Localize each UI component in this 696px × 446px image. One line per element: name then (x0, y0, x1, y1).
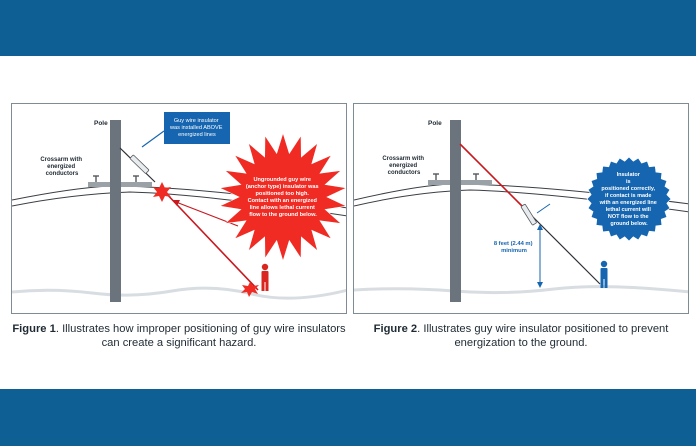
bottom-banner (0, 389, 696, 446)
figure-1-diagram (12, 104, 347, 314)
figure-2-caption (353, 322, 689, 350)
caption-text: . Illustrates guy wire insulator positioned to prevent energization to the ground. (417, 323, 669, 349)
caption-text: . Illustrates how improper positioning of guy wire insulators can create a significant hazard. (55, 323, 346, 349)
pole-label: Pole (428, 120, 442, 127)
arrow-down-icon (537, 282, 543, 288)
insulator-callout-text: Guy wire insulator was installed ABOVE energized lines (169, 118, 223, 138)
utility-pole (450, 120, 461, 302)
callout-pointer (537, 204, 550, 213)
person-icon (601, 261, 608, 288)
hazard-burst (220, 133, 347, 261)
height-label: 8 feet (2.44 m) minimum (493, 241, 533, 254)
contact-spark-icon (153, 182, 171, 202)
person-icon (262, 264, 269, 291)
figure-2-panel (353, 103, 689, 314)
guy-wire-insulator (130, 155, 149, 174)
caption-figure-number: Figure 2 (373, 323, 418, 335)
ground-line (354, 287, 689, 293)
figure-2-diagram (354, 104, 689, 314)
arrow-up-icon (537, 224, 543, 230)
callout-pointer (142, 131, 164, 147)
caption-figure-number: Figure 1 (12, 323, 56, 335)
utility-pole (110, 120, 121, 302)
top-banner (0, 0, 696, 56)
figure-1-caption (11, 322, 347, 350)
safe-callout-text: Insulator is positioned correctly, if contact is made with an energized line lethal current will NOT flow to the ground below. (599, 172, 657, 227)
pole-label: Pole (94, 120, 108, 127)
crossarm-label: Crossarm with energized conductors (40, 157, 83, 177)
figure-1-panel (11, 103, 347, 314)
crossarm-label: Crossarm with energized conductors (382, 156, 425, 176)
hazard-burst-text: Ungrounded guy wire (anchor type) insulator was positioned too high. Contact with an energized line allows lethal current flow to the ground below. (245, 177, 319, 218)
ground-line (12, 288, 347, 298)
safe-callout-circle (587, 157, 671, 241)
guy-wire-energized (460, 144, 522, 206)
guy-wire-insulator (521, 204, 537, 225)
